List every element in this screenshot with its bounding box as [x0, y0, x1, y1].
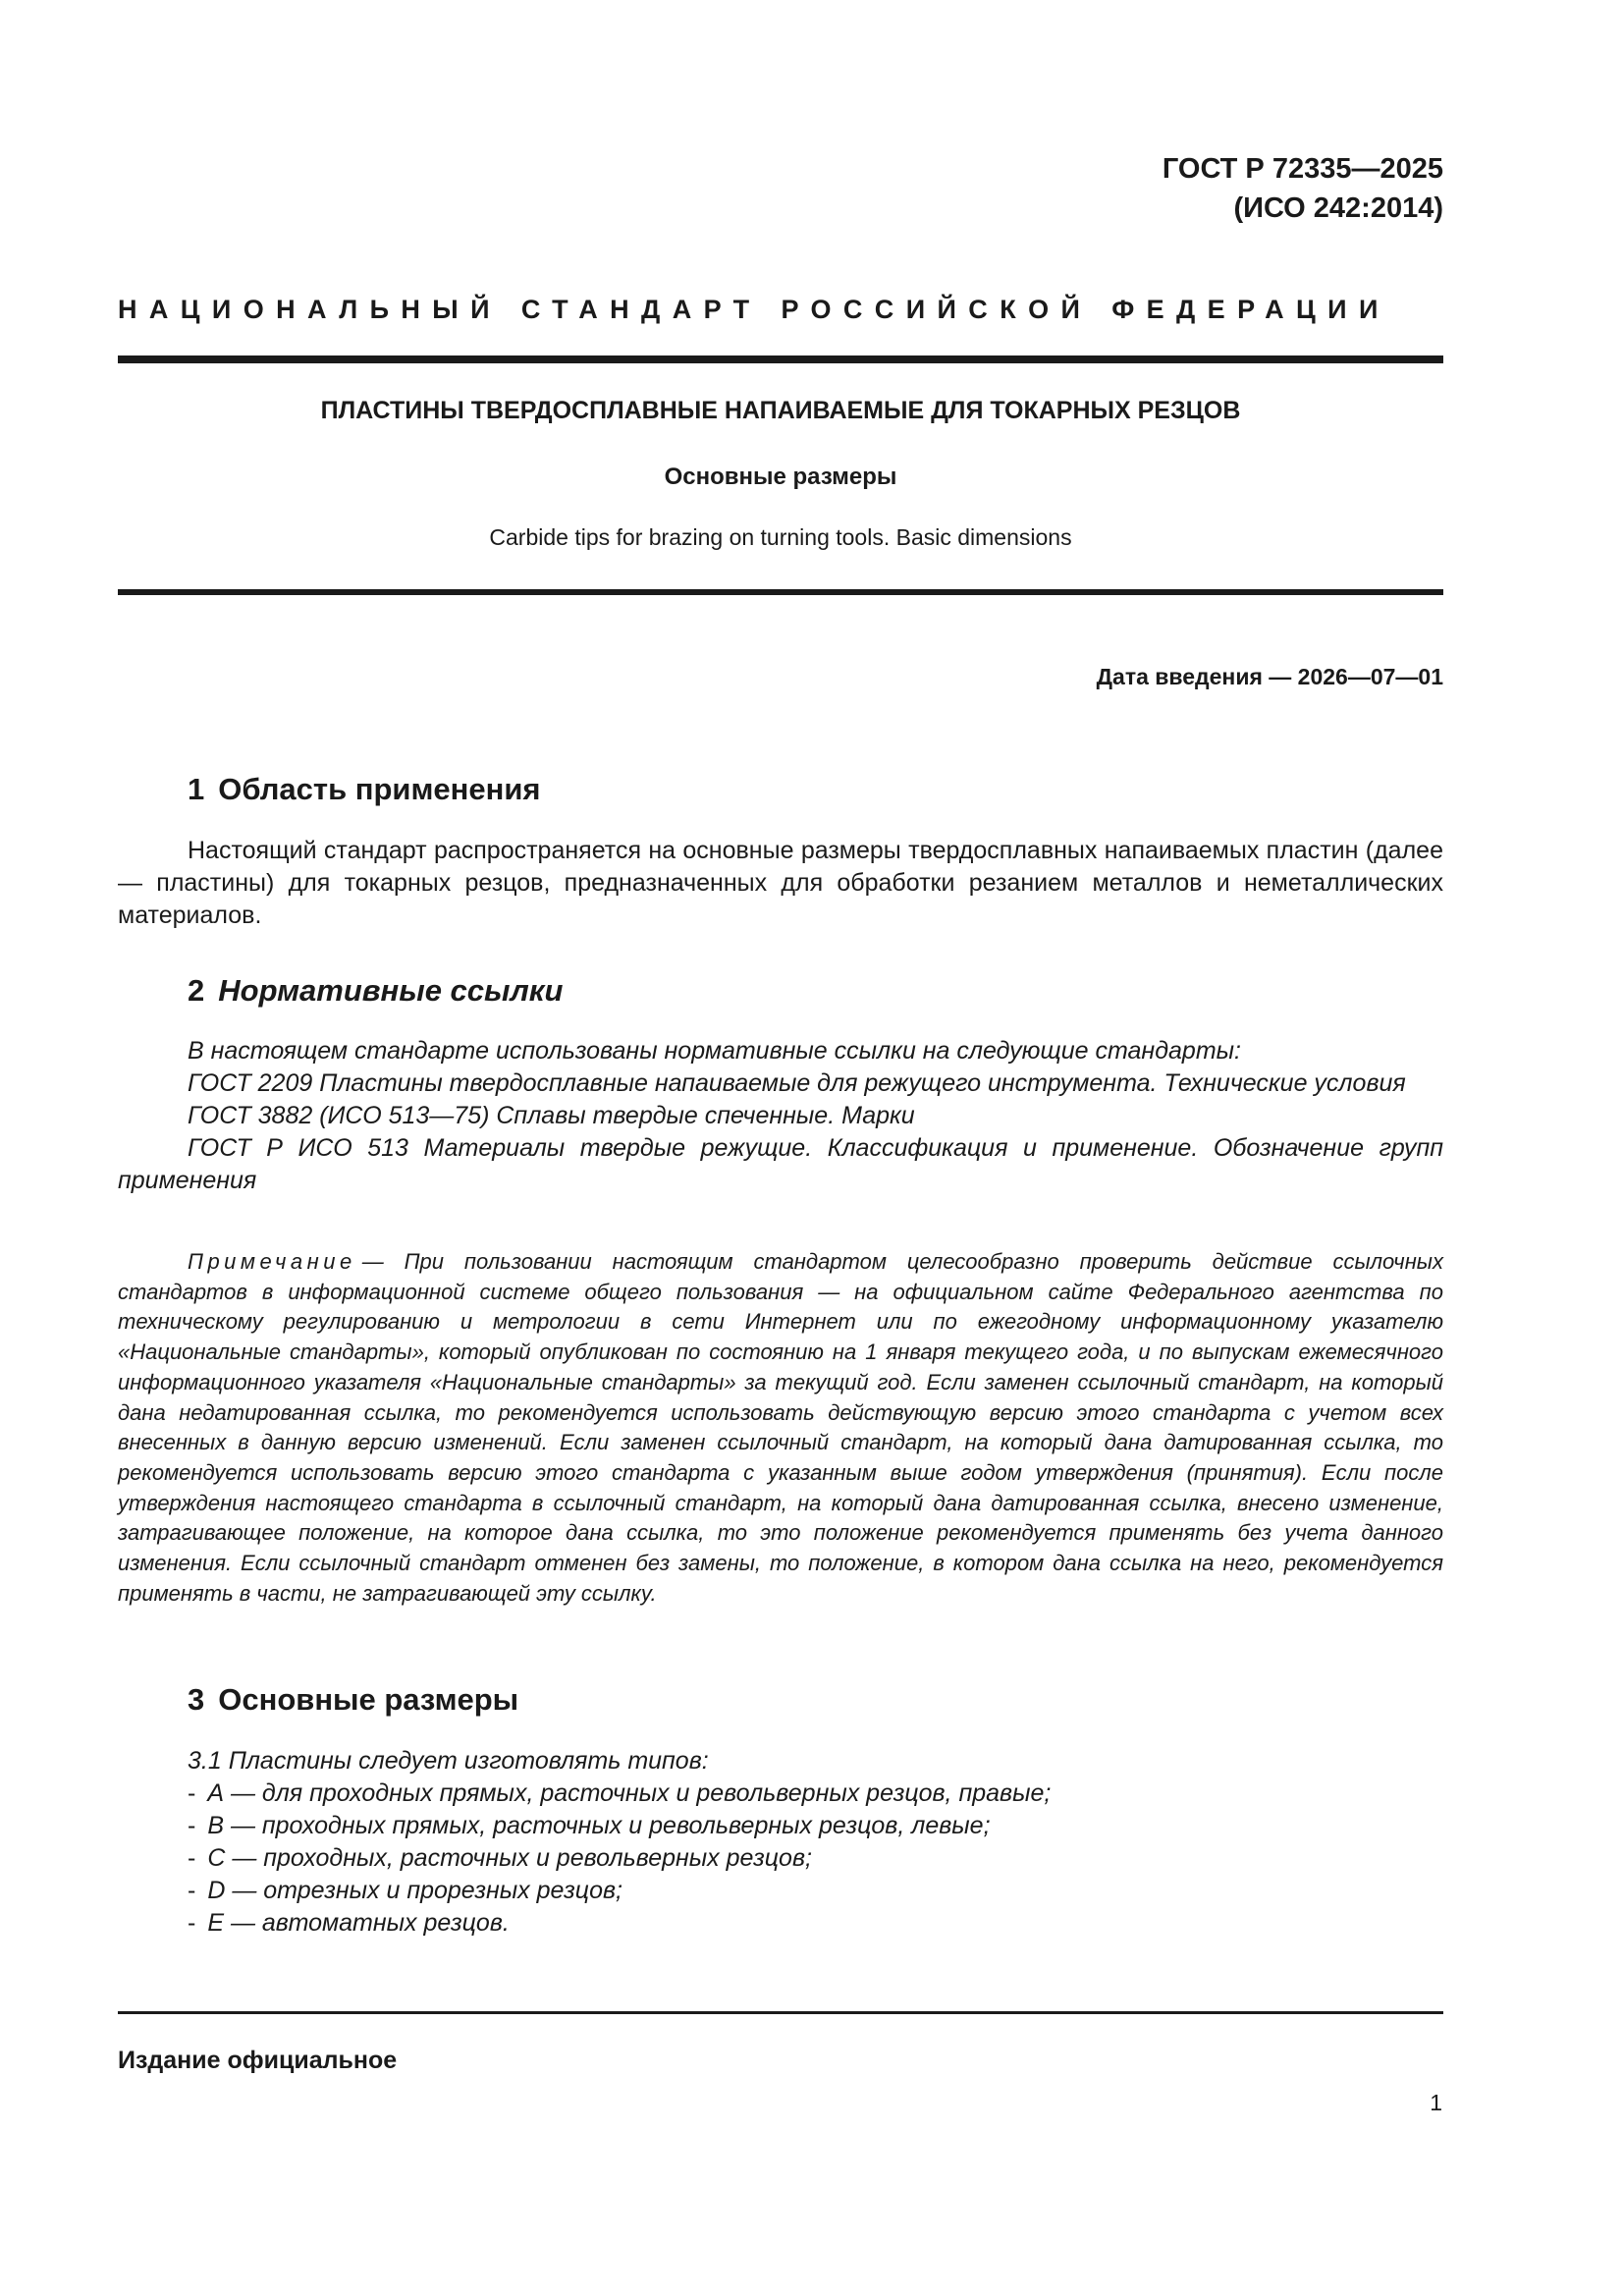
normative-references	[118, 1035, 1443, 1197]
section-1-title: Область применения	[218, 772, 541, 806]
standard-designation	[1163, 149, 1443, 228]
list-item	[188, 1842, 1051, 1875]
list-dash: -	[188, 1844, 196, 1872]
list-item	[188, 1810, 1051, 1842]
type-text: Е — автоматных резцов.	[207, 1909, 510, 1937]
section-2-heading	[188, 973, 563, 1009]
references-intro: В настоящем стандарте использованы нормативные ссылки на следующие стандарты:	[188, 1037, 1241, 1065]
list-dash: -	[188, 1812, 196, 1839]
reference-item: ГОСТ 2209 Пластины твердосплавные напаиваемые для режущего инструмента. Технические условия	[188, 1069, 1406, 1097]
scope-paragraph: Настоящий стандарт распространяется на основные размеры твердосплавных напаиваемых пластин (далее — пластины) для токарных резцов, предназначенных для обработки резанием металлов и неметаллических материалов.	[118, 837, 1443, 929]
section-3-number: 3	[188, 1682, 205, 1717]
section-2-number: 2	[188, 973, 205, 1008]
list-item	[188, 1907, 1051, 1940]
gost-number: ГОСТ Р 72335—2025	[1162, 153, 1443, 185]
section-3-title: Основные размеры	[218, 1682, 519, 1717]
iso-number: (ИСО 242:2014)	[1233, 192, 1443, 224]
section-3-heading	[188, 1682, 518, 1718]
note-text: — При пользовании настоящим стандартом целесообразно проверить действие ссылочных стандартов в информационной системе общего пользования — на официальном сайте Федерального агентства по техническому регулированию и метрологии в сети Интернет или по ежегодному информационному указателю «Национальные стандарты», который опубликован по состоянию на 1 января текущего года, и по выпускам ежемесячного информационного указателя «Национальные стандарты» за текущий год. Если заменен ссылочный стандарт, на который дана недатированная ссылка, то рекомендуется использовать действующую версию этого стандарта с учетом всех внесенных в данную версию изменений. Если заменен ссылочный стандарт, на который дана датированная ссылка, то рекомендуется использовать версию этого стандарта с указанным выше годом утверждения (принятия). Если после утверждения настоящего стандарта в ссылочный стандарт, на который дана датированная ссылка, внесено изменение, затрагивающее положение, на которое дана ссылка, то это положение рекомендуется применять без учета данного изменения. Если ссылочный стандарт отменен без замены, то положение, в котором дана ссылка на него, рекомендуется применять в части, не затрагивающей эту ссылку.	[118, 1249, 1443, 1606]
page-number: 1	[1430, 2090, 1442, 2115]
document-title: ПЛАСТИНЫ ТВЕРДОСПЛАВНЫЕ НАПАИВАЕМЫЕ ДЛЯ ТОКАРНЫХ РЕЗЦОВ	[320, 397, 1241, 424]
section-1-heading	[188, 772, 541, 807]
section-1-number: 1	[188, 772, 205, 806]
footer-rule	[118, 2011, 1443, 2014]
list-dash: -	[188, 1877, 196, 1904]
list-item	[188, 1777, 1051, 1810]
note-label: Примечание	[188, 1249, 356, 1274]
type-text: В — проходных прямых, расточных и револьверных резцов, левые;	[207, 1812, 991, 1839]
reference-item: ГОСТ 3882 (ИСО 513—75) Сплавы твердые спеченные. Марки	[188, 1102, 915, 1129]
list-dash: -	[188, 1909, 196, 1937]
document-subtitle: Основные размеры	[664, 464, 897, 490]
section-2-title: Нормативные ссылки	[218, 973, 564, 1008]
official-edition-label: Издание официальное	[118, 2047, 398, 2074]
list-dash: -	[188, 1779, 196, 1807]
type-text: А — для проходных прямых, расточных и револьверных резцов, правые;	[207, 1779, 1052, 1807]
clause-3-1: 3.1 Пластины следует изготовлять типов:	[188, 1747, 709, 1775]
national-standard-banner: НАЦИОНАЛЬНЫЙ СТАНДАРТ РОССИЙСКОЙ ФЕДЕРАЦИИ	[118, 295, 1390, 324]
introduction-date: Дата введения — 2026—07—01	[1096, 664, 1443, 689]
list-item	[188, 1875, 1051, 1907]
top-rule	[118, 355, 1443, 363]
reference-item: ГОСТ Р ИСО 513 Материалы твердые режущие. Классификация и применение. Обозначение групп применения	[118, 1134, 1443, 1194]
references-note	[118, 1247, 1443, 1609]
type-text: D — отрезных и прорезных резцов;	[207, 1877, 622, 1904]
english-title: Carbide tips for brazing on turning tools. Basic dimensions	[489, 524, 1072, 550]
type-text: С — проходных, расточных и револьверных резцов;	[207, 1844, 812, 1872]
title-rule	[118, 589, 1443, 595]
tip-types-list	[188, 1745, 1051, 1940]
